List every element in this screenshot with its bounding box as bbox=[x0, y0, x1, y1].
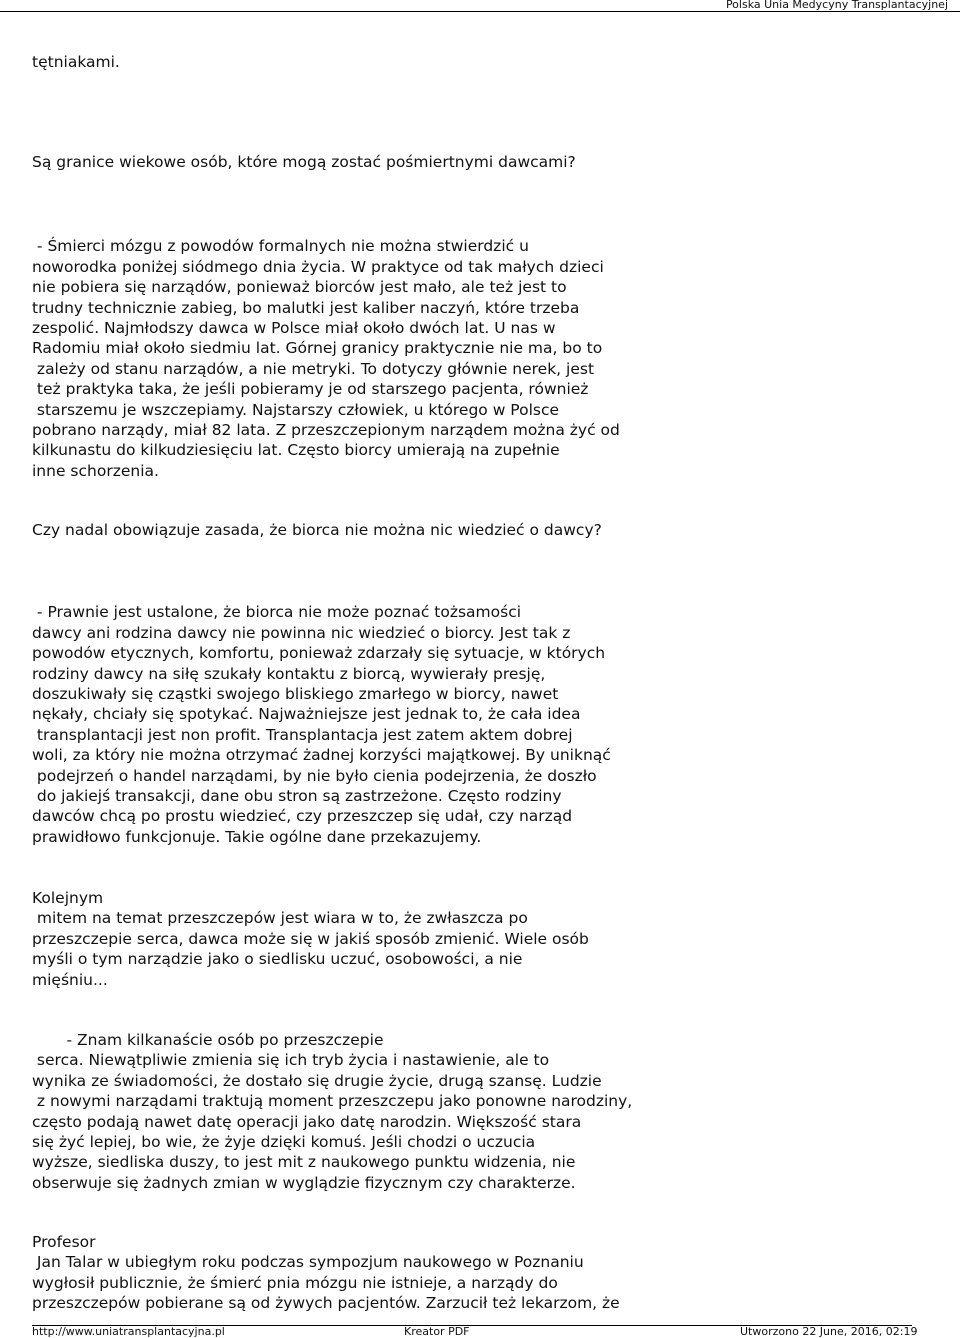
text-line: starszemu je wszczepiamy. Najstarszy człowiek, u którego w Polsce bbox=[32, 400, 564, 419]
text-line: Radomiu miał około siedmiu lat. Górnej granicy praktycznie nie ma, bo to bbox=[32, 339, 603, 358]
text-line: obserwuje się żadnych zmian w wyglądzie fizycznym czy charakterze. bbox=[32, 1173, 576, 1192]
text-line bbox=[32, 582, 611, 602]
text-line: wygłosił publicznie, że śmierć pnia mózgu nie istnieje, a narządy do bbox=[32, 1273, 563, 1292]
text-line: Czy nadal obowiązuje zasada, że biorca nie można nic wiedzieć o dawcy? bbox=[32, 521, 602, 539]
text-line: trudny technicznie zabieg, bo malutki jest kaliber naczyń, które trzeba bbox=[32, 298, 585, 317]
text-line: woli, za który nie można otrzymać żadnej korzyści majątkowej. By uniknąć bbox=[32, 746, 611, 765]
text-line: doszukiwały się cząstki swojego bliskiego zmarłego w biorcy, nawet bbox=[32, 684, 564, 703]
text-line: zespolić. Najmłodszy dawca w Polsce miał około dwóch lat. U nas w bbox=[32, 318, 561, 337]
text-line: dawcy ani rodzina dawcy nie powinna nic wiedzieć o biorcy. Jest tak z bbox=[32, 623, 576, 642]
text-line: - Śmierci mózgu z powodów formalnych nie można stwierdzić u bbox=[32, 237, 534, 256]
text-line: - Prawnie jest ustalone, że biorca nie może poznać tożsamości bbox=[32, 603, 526, 622]
text-line: tętniakami. bbox=[32, 53, 120, 71]
paragraph-block bbox=[32, 520, 602, 540]
text-line: pobrano narządy, miał 82 lata. Z przeszczepionym narządem można żyć od bbox=[32, 420, 625, 439]
paragraph-block bbox=[32, 216, 625, 481]
text-line: myśli o tym narządzie jako o siedlisku uczuć, osobowości, a nie bbox=[32, 950, 528, 969]
text-line: mięśniu... bbox=[32, 970, 108, 989]
paragraph-block bbox=[32, 152, 576, 172]
footer-url-link[interactable]: http://www.uniatransplantacyjna.pl bbox=[32, 1325, 225, 1338]
text-line: się żyć lepiej, bo wie, że żyje dzięki komuś. Jeśli chodzi o uczucia bbox=[32, 1132, 541, 1151]
text-line: mitem na temat przeszczepów jest wiara w to, że zwłaszcza po bbox=[32, 909, 533, 928]
text-line: kilkunastu do kilkudziesięciu lat. Często biorcy umierają na zupełnie bbox=[32, 441, 565, 460]
text-line: z nowymi narządami traktują moment przeszczepu jako ponowne narodziny, bbox=[32, 1092, 638, 1111]
text-line bbox=[32, 216, 625, 236]
text-line: Są granice wiekowe osób, które mogą zostać pośmiertnymi dawcami? bbox=[32, 153, 576, 171]
text-line: serca. Niewątpliwie zmienia się ich tryb życia i nastawienie, ale to bbox=[32, 1051, 555, 1070]
paragraph-block bbox=[32, 1030, 637, 1193]
text-line: nękały, chciały się spotykać. Najważniejsze jest jednak to, że cała idea bbox=[32, 705, 581, 724]
paragraph-block bbox=[32, 582, 611, 847]
text-line: wyższe, siedliska duszy, to jest mit z naukowego punktu widzenia, nie bbox=[32, 1153, 581, 1172]
text-line: noworodka poniżej siódmego dnia życia. W praktyce od tak małych dzieci bbox=[32, 257, 609, 276]
text-line: dawców chcą po prostu wiedzieć, czy przeszczep się udał, czy narząd bbox=[32, 807, 578, 826]
text-line: - Znam kilkanaście osób po przeszczepie bbox=[32, 1031, 384, 1049]
paragraph-block bbox=[32, 888, 594, 990]
text-line: zależy od stanu narządów, a nie metryki. To dotyczy głównie nerek, jest bbox=[32, 359, 595, 378]
text-line: do jakiejś transakcji, dane obu stron są zastrzeżone. Często rodziny bbox=[32, 786, 567, 805]
text-line: transplantacji jest non profit. Transplantacja jest zatem aktem dobrej bbox=[32, 725, 578, 744]
text-line: przeszczepie serca, dawca może się w jakiś sposób zmienić. Wiele osób bbox=[32, 929, 594, 948]
text-line: podejrzeń o handel narządami, by nie było cienia podejrzenia, że doszło bbox=[32, 766, 597, 785]
footer-creator: Kreator PDF bbox=[404, 1325, 470, 1338]
text-line: często podają nawet datę operacji jako datę narodzin. Większość stara bbox=[32, 1112, 587, 1131]
page-header bbox=[0, 0, 960, 12]
text-line: inne schorzenia. bbox=[32, 461, 159, 480]
text-line: Jan Talar w ubiegłym roku podczas sympozjum naukowego w Poznaniu bbox=[32, 1253, 589, 1272]
text-line: Profesor bbox=[32, 1233, 96, 1251]
paragraph-block bbox=[32, 1232, 620, 1314]
text-line: rodziny dawcy na siłę szukały kontaktu z biorcą, wywierały presję, bbox=[32, 664, 551, 683]
text-line: Kolejnym bbox=[32, 889, 104, 907]
header-title: Polska Unia Medycyny Transplantacyjnej bbox=[725, 0, 948, 11]
footer-created-date: Utworzono 22 June, 2016, 02:19 bbox=[740, 1325, 918, 1338]
text-line: nie pobiera się narządów, ponieważ biorców jest mało, ale też jest to bbox=[32, 278, 572, 297]
text-line: przeszczepów pobierane są od żywych pacjentów. Zarzucił też lekarzom, że bbox=[32, 1294, 620, 1313]
text-line: wynika ze świadomości, że dostało się drugie życie, drugą szansę. Ludzie bbox=[32, 1071, 602, 1090]
text-line: też praktyka taka, że jeśli pobieramy je od starszego pacjenta, również bbox=[32, 380, 589, 399]
text-line: prawidłowo funkcjonuje. Takie ogólne dane przekazujemy. bbox=[32, 827, 482, 846]
paragraph-block bbox=[32, 52, 120, 72]
text-line: powodów etycznych, komfortu, ponieważ zdarzały się sytuacje, w których bbox=[32, 644, 611, 663]
